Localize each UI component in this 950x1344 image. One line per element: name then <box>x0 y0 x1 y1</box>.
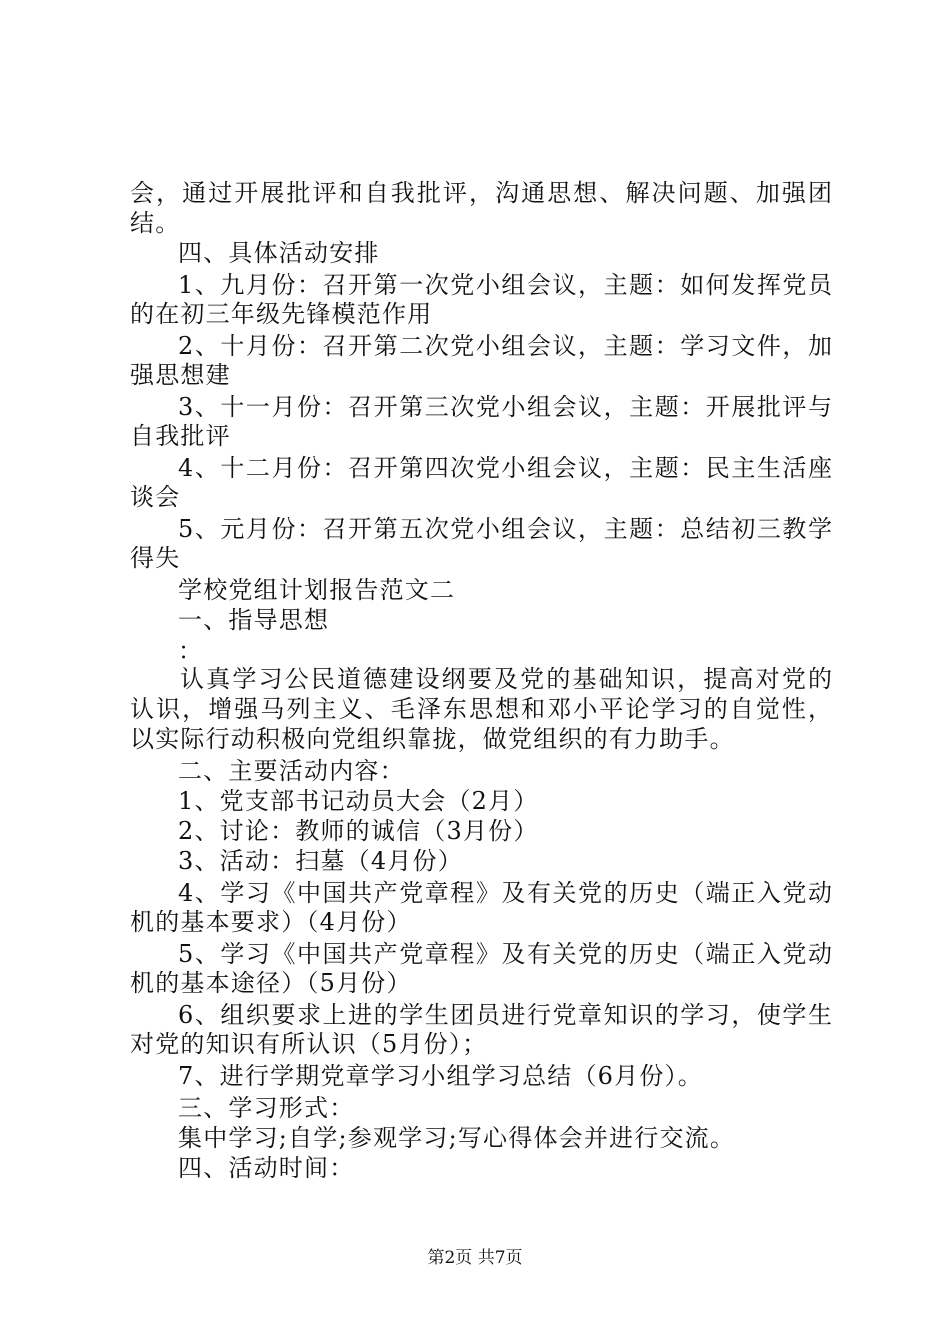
section-heading: 三、学习形式： <box>178 1094 355 1122</box>
text-line: 强思想建 <box>130 361 231 389</box>
section-heading: 二、主要活动内容： <box>178 757 405 785</box>
list-item: 5、学习《中国共产党章程》及有关党的历史（端正入党动 <box>178 940 832 968</box>
text-line: 会，通过开展批评和自我批评，沟通思想、解决问题、加强团 <box>130 179 832 207</box>
text-line: 机的基本途径）（5月份） <box>130 969 412 997</box>
section-heading: 四、活动时间： <box>178 1154 355 1182</box>
list-item: 7、进行学期党章学习小组学习总结（6月份）。 <box>178 1062 703 1090</box>
text-line: 2、十月份：召开第二次党小组会议，主题：学习文件，加 <box>178 332 832 360</box>
text-line: 认识，增强马列主义、毛泽东思想和邓小平论学习的自觉性， <box>130 695 832 723</box>
text-line: 集中学习;自学;参观学习;写心得体会并进行交流。 <box>178 1124 736 1152</box>
text-line: 对党的知识有所认识（5月份）； <box>130 1030 488 1058</box>
text-line: 谈会 <box>130 483 181 511</box>
text-line: 5、元月份：召开第五次党小组会议，主题：总结初三教学 <box>178 515 832 543</box>
text-line: 3、十一月份：召开第三次党小组会议，主题：开展批评与 <box>178 393 832 421</box>
text-line: 1、九月份：召开第一次党小组会议，主题：如何发挥党员 <box>178 271 832 299</box>
text-line: 得失 <box>130 544 181 572</box>
text-line: 认真学习公民道德建设纲要及党的基础知识，提高对党的 <box>180 665 832 693</box>
section-heading: 一、指导思想 <box>178 606 330 634</box>
section-heading: 四、具体活动安排 <box>178 239 380 267</box>
list-item: 4、学习《中国共产党章程》及有关党的历史（端正入党动 <box>178 879 832 907</box>
list-item: 6、组织要求上进的学生团员进行党章知识的学习，使学生 <box>178 1001 832 1029</box>
text-line: ： <box>178 637 204 665</box>
list-item: 3、活动：扫墓（4月份） <box>178 847 463 875</box>
list-item: 2、讨论：教师的诚信（3月份） <box>178 817 539 845</box>
text-line: 以实际行动积极向党组织靠拢，做党组织的有力助手。 <box>130 725 735 753</box>
text-line: 结。 <box>130 209 181 237</box>
text-line: 机的基本要求）（4月份） <box>130 908 412 936</box>
document-subtitle: 学校党组计划报告范文二 <box>178 576 456 604</box>
list-item: 1、党支部书记动员大会（2月） <box>178 787 539 815</box>
page-number-footer: 第2页 共7页 <box>427 1248 523 1268</box>
text-line: 4、十二月份：召开第四次党小组会议，主题：民主生活座 <box>178 454 832 482</box>
text-line: 的在初三年级先锋模范作用 <box>130 300 433 328</box>
text-line: 自我批评 <box>130 422 231 450</box>
